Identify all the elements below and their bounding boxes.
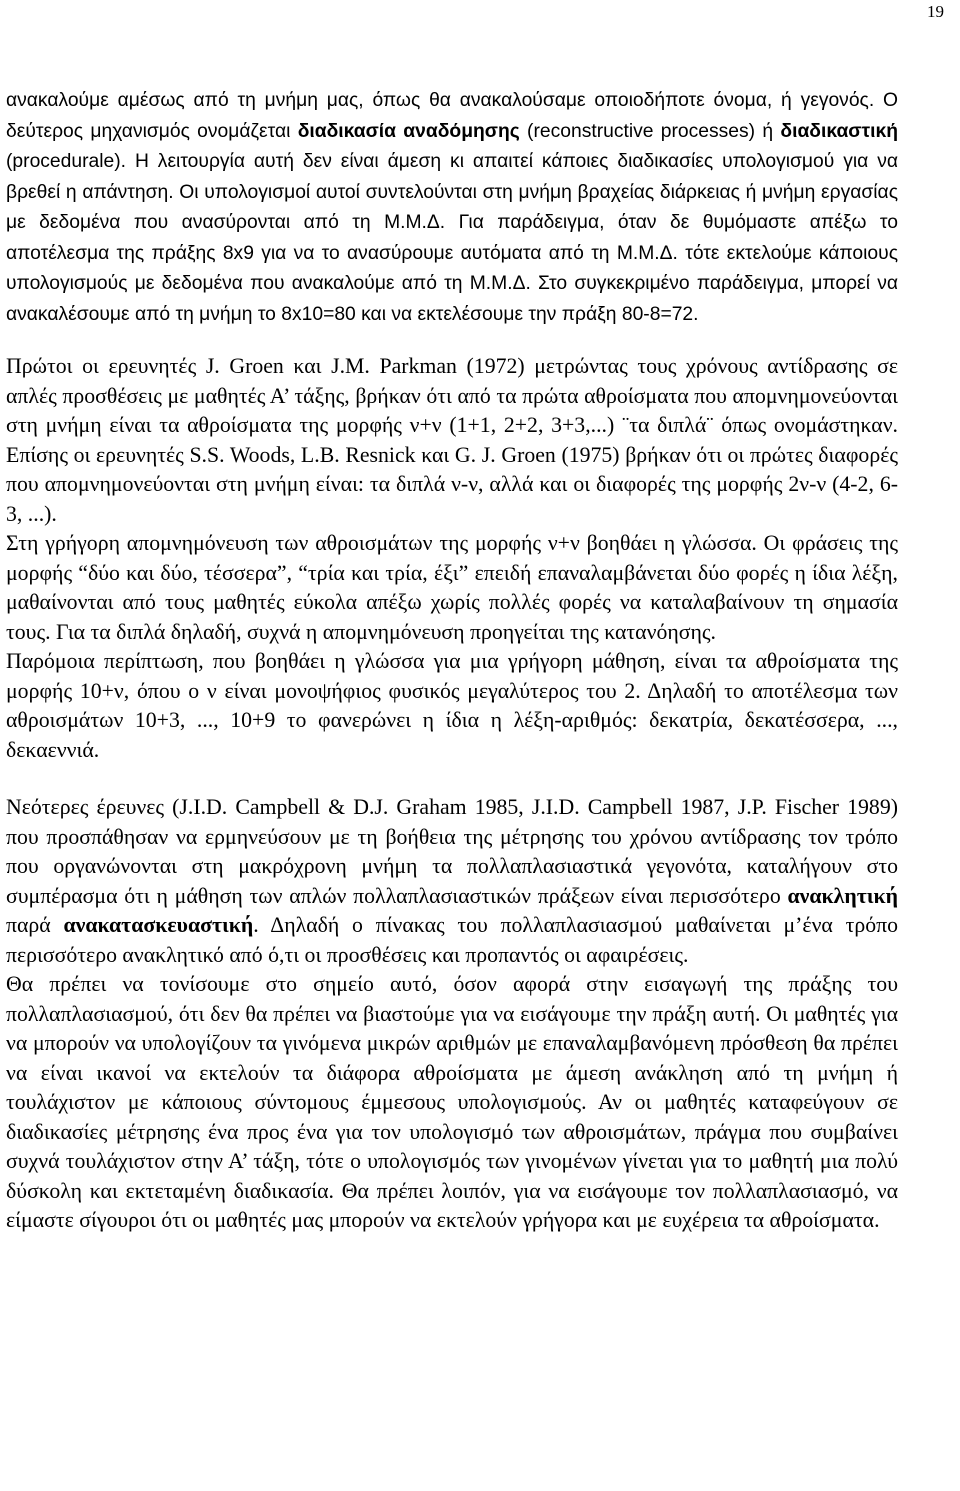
text-run: Νεότερες έρευνες (J.I.D. Campbell & D.J. Graham 1985, J.I.D. Campbell 1987, J.P. Fischer 1989) που προσπάθησαν να ερμηνεύσουν με τη βοήθεια της μέτρησης του χρόνου αντίδρασης τον τρόπο που οργανώνονται στη μακρόχρονη μνήμη τα πολλαπλασιαστικά γεγονότα, καταλήγουν στο συμπέρασμα ότι η μάθηση των απλών πολλαπλασιαστικών πράξεων είναι περισσότερο [6,795,898,908]
text-run: (reconstructive processes) ή [519,120,781,142]
text-run: . Δηλαδή ο πίνακας του πολλαπλασιασμού μαθαίνεται μ’ένα τρόπο περισσότερο ανακλητικό από ό,τι οι προσθέσεις και προπαντός οι αφαιρέσεις. [6,913,899,967]
paragraph-groen-parkman: Πρώτοι οι ερευνητές J. Groen και J.M. Parkman (1972) μετρώντας τους χρόνους αντίδρασης σε απλές προσθέσεις με μαθητές Α’ τάξης, βρήκαν ότι από τα πρώτα αθροίσματα που απομνημονεύονται στη μνήμη είναι τα αθροίσματα της μορφής ν+ν (1+1, 2+2, 3+3,...) ¨τα διπλά¨ όπως ονομάστηκαν. Επίσης οι ερευνητές S.S. Woods, L.B. Resnick και G. J. Groen (1975) βρήκαν ότι οι πρώτες διαφορές που απομνημονεύονται στη μνήμη είναι: τα διπλά ν-ν, αλλά και οι διαφορές της μορφής 2ν-ν (4-2, 6-3, ...). [6,354,898,526]
text-run: (procedurale). Η λειτουργία αυτή δεν είναι άμεση κι απαιτεί κάποιες διαδικασίες υπολογισμού για να βρεθεί η απάντηση. Οι υπολογισμοί αυτοί συντελούνται στη μνήμη βραχείας διάρκειας ή μνήμη εργασίας με δεδομένα που ανασύρονται από τη Μ.Μ.Δ. Για παράδειγμα, όταν δε θυμόμαστε απέξω το αποτέλεσμα της πράξης 8x9 για να το ανασύρουμε αυτόματα από τη Μ.Μ.Δ. τότε εκτελούμε κάποιους υπολογισμούς με δεδομένα που ανακαλούμε από τη Μ.Μ.Δ. Στο συγκεκριμένο παράδειγμα, μπορεί να ανακαλέσουμε από τη μνήμη το 8x10=80 και να εκτελέσουμε την πράξη 80-8=72. [6,151,898,325]
bold-term-reconstructive: ανακατασκευαστική [63,913,254,937]
page-number: 19 [927,2,944,21]
text-run: ανακαλούμε αμέσως από τη μνήμη μας, όπως θα ανακαλούσαμε οποιοδήποτε όνομα, ή γεγονός. Ο δεύτερος μηχανισμός ονομάζεται [6,90,898,142]
bold-term-procedural: διαδικαστική [780,120,898,142]
body-text [6,86,898,1236]
bold-term-reconstruction: διαδικασία αναδόμησης [297,120,520,142]
paragraph-multiplication-introduction: Θα πρέπει να τονίσουμε στο σημείο αυτό, όσον αφορά στην εισαγωγή της πράξης του πολλαπλασιασμού, ότι δεν θα πρέπει να βιαστούμε για να εισάγουμε την πράξη αυτή. Οι μαθητές για να μπορούν να υπολογίζουν τα γινόμενα μικρών αριθμών με επαναλαμβανόμενη πρόσθεση θα πρέπει να είναι ικανοί να εκτελούν τα διάφορα αθροίσματα με άμεση ανάκληση από τη μνήμη ή τουλάχιστον με κάποιους σύντομους έμμεσους υπολογισμούς. Αν οι μαθητές καταφεύγουν σε διαδικασίες μέτρησης ένα προς ένα για τον υπολογισμό των αθροισμάτων, πράγμα που συμβαίνει συχνά τουλάχιστον στην Α’ τάξη, τότε ο υπολογισμός των γινομένων γίνεται για το μαθητή μια πολύ δύσκολη και εκτεταμένη διαδικασία. Θα πρέπει λοιπόν, για να εισάγουμε τον πολλαπλασιασμό, να είμαστε σίγουροι ότι οι μαθητές μας μπορούν να εκτελούν γρήγορα και με ευχέρεια τα αθροίσματα. [6,972,898,1232]
paragraph-ten-plus-n: Παρόμοια περίπτωση, που βοηθάει η γλώσσα για μια γρήγορη μάθηση, είναι τα αθροίσματα της μορφής 10+ν, όπου ο ν είναι μονοψήφιος φυσικός μεγαλύτερος του 2. Δηλαδή το αποτέλεσμα των αθροισμάτων 10+3, ..., 10+9 το φανερώνει η ίδια η λέξη-αριθμός: δεκατρία, δεκατέσσερα, ..., δεκαεννιά. [6,649,898,762]
paragraph-retrieval-mechanisms [6,86,898,330]
text-run: παρά [6,913,64,937]
bold-term-recall: ανακλητική [787,883,898,908]
paragraph-multiplication-research [6,793,898,970]
paragraph-doubles-language: Στη γρήγορη απομνημόνευση των αθροισμάτων της μορφής ν+ν βοηθάει η γλώσσα. Οι φράσεις της μορφής “δύο και δύο, τέσσερα”, “τρία και τρία, έξι” επειδή επαναλαμβάνεται δύο φορές η ίδια λέξη, μαθαίνονται από τους μαθητές εύκολα απέξω χωρίς πολλές φορές να καταλαβαίνουν τη σημασία τους. Για τα διπλά δηλαδή, συχνά η απομνημόνευση προηγείται της κατανόησης. [6,531,898,644]
